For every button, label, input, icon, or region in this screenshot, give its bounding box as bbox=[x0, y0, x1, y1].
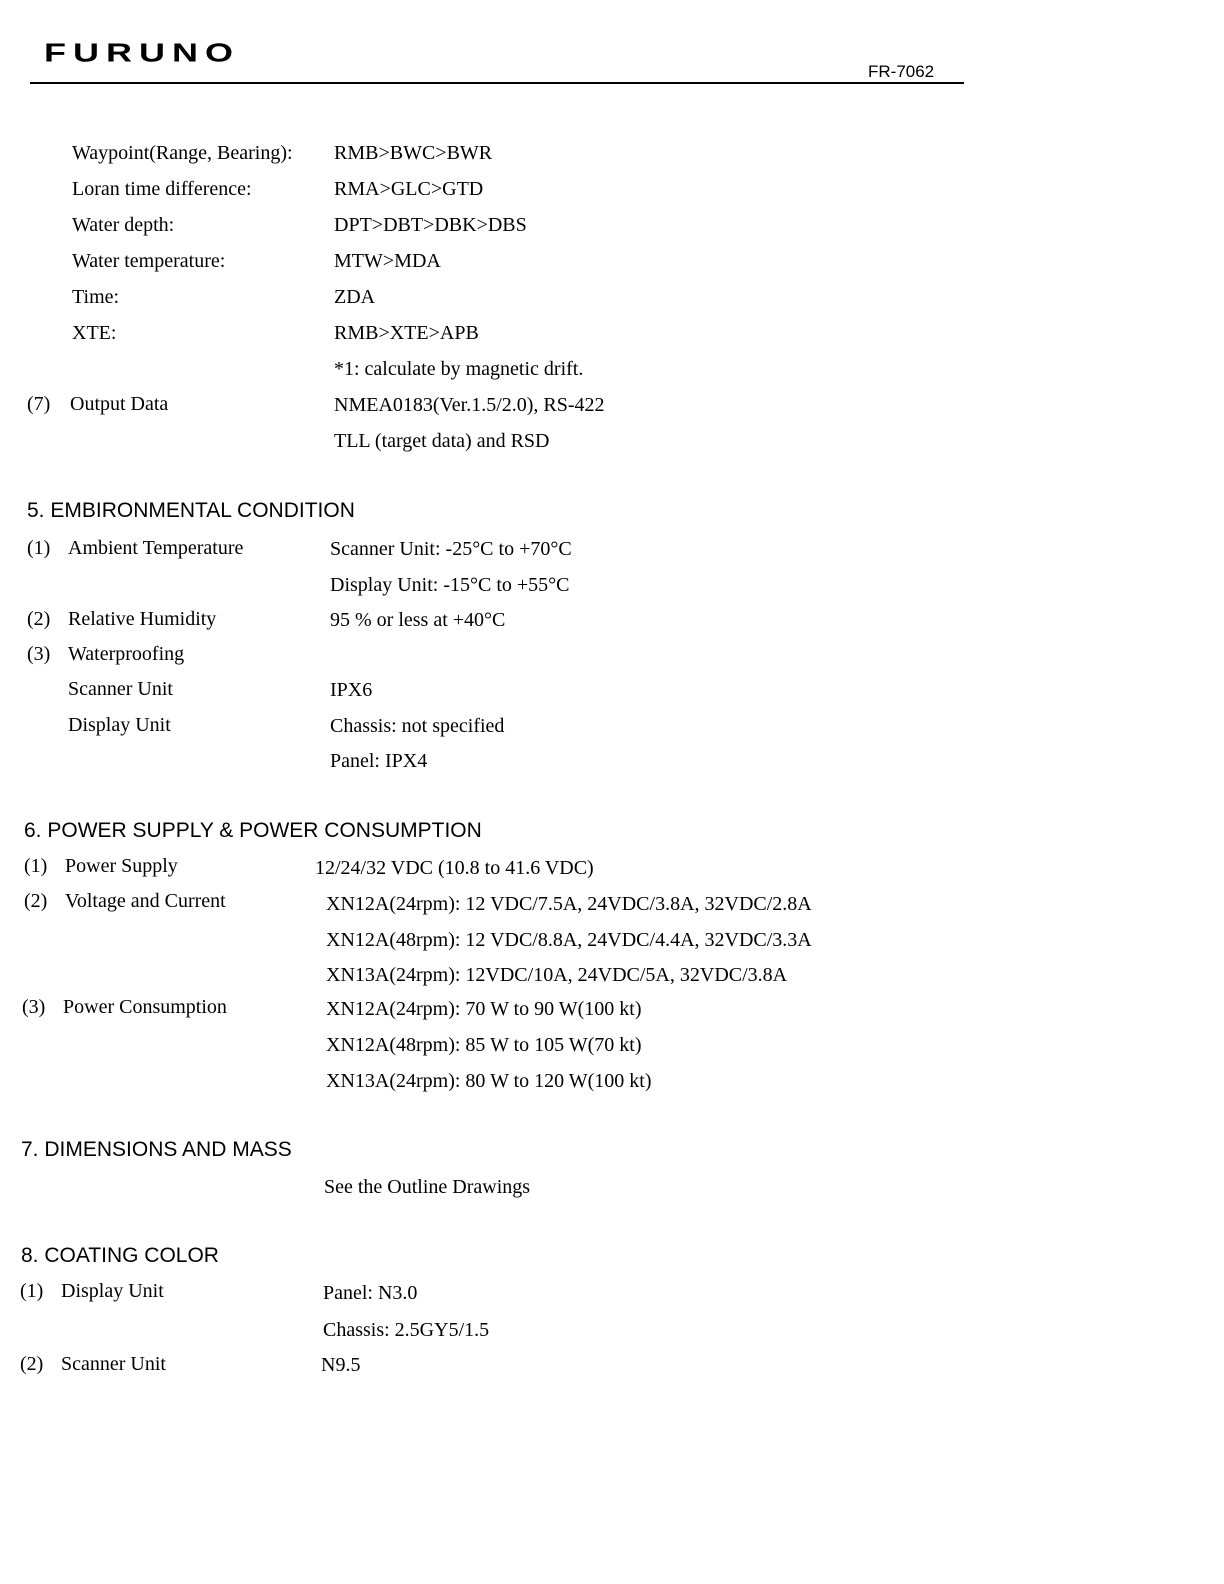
coating-display-label: Display Unit bbox=[61, 1280, 164, 1302]
section-8-heading: 8. COATING COLOR bbox=[21, 1244, 219, 1267]
humidity-num: (2) bbox=[27, 608, 51, 630]
coating-scanner-label: Scanner Unit bbox=[61, 1353, 166, 1375]
water-temp-label: Water temperature: bbox=[72, 250, 226, 272]
ambient-label: Ambient Temperature bbox=[68, 537, 244, 559]
coating-display-value: Chassis: 2.5GY5/1.5 bbox=[323, 1319, 490, 1341]
output-data-num: (7) bbox=[27, 393, 51, 415]
section-5-heading: 5. EMBIRONMENTAL CONDITION bbox=[27, 499, 355, 522]
furuno-logo: FURUNO bbox=[44, 37, 240, 68]
consumption-num: (3) bbox=[22, 996, 46, 1018]
humidity-label: Relative Humidity bbox=[68, 608, 217, 630]
waypoint-value: RMB>BWC>BWR bbox=[334, 142, 493, 164]
consumption-value: XN12A(48rpm): 85 W to 105 W(70 kt) bbox=[326, 1034, 642, 1056]
power-supply-label: Power Supply bbox=[65, 855, 178, 877]
waterproof-scanner-value: IPX6 bbox=[330, 679, 373, 701]
waterproof-scanner-label: Scanner Unit bbox=[68, 678, 173, 700]
waterproof-display-value: Panel: IPX4 bbox=[330, 750, 428, 772]
model-number: FR-7062 bbox=[868, 62, 935, 81]
water-depth-label: Water depth: bbox=[72, 214, 175, 236]
water-temp-value: MTW>MDA bbox=[334, 250, 441, 272]
output-data-value: NMEA0183(Ver.1.5/2.0), RS-422 bbox=[334, 394, 605, 416]
voltage-value: XN12A(24rpm): 12 VDC/7.5A, 24VDC/3.8A, 32VDC/2.8A bbox=[326, 893, 812, 915]
consumption-label: Power Consumption bbox=[63, 996, 227, 1018]
ambient-num: (1) bbox=[27, 537, 51, 559]
power-supply-value: 12/24/32 VDC (10.8 to 41.6 VDC) bbox=[315, 857, 594, 879]
coating-display-value: Panel: N3.0 bbox=[323, 1282, 418, 1304]
header-rule bbox=[30, 82, 964, 84]
ambient-value: Scanner Unit: -25°C to +70°C bbox=[330, 538, 572, 560]
voltage-label: Voltage and Current bbox=[65, 890, 226, 912]
waterproof-label: Waterproofing bbox=[68, 643, 185, 665]
xte-label: XTE: bbox=[72, 322, 117, 344]
dimensions-value: See the Outline Drawings bbox=[324, 1176, 531, 1198]
coating-scanner-num: (2) bbox=[20, 1353, 44, 1375]
output-data-label: Output Data bbox=[70, 393, 169, 415]
waypoint-label: Waypoint(Range, Bearing): bbox=[72, 142, 293, 164]
section-7-heading: 7. DIMENSIONS AND MASS bbox=[21, 1138, 292, 1161]
voltage-value: XN12A(48rpm): 12 VDC/8.8A, 24VDC/4.4A, 32VDC/3.3A bbox=[326, 929, 812, 951]
footnote: *1: calculate by magnetic drift. bbox=[334, 358, 584, 380]
voltage-num: (2) bbox=[24, 890, 48, 912]
humidity-value: 95 % or less at +40°C bbox=[330, 609, 506, 631]
section-6-heading: 6. POWER SUPPLY & POWER CONSUMPTION bbox=[24, 819, 482, 842]
waterproof-display-label: Display Unit bbox=[68, 714, 171, 736]
consumption-value: XN12A(24rpm): 70 W to 90 W(100 kt) bbox=[326, 998, 642, 1020]
loran-value: RMA>GLC>GTD bbox=[334, 178, 484, 200]
water-depth-value: DPT>DBT>DBK>DBS bbox=[334, 214, 527, 236]
power-supply-num: (1) bbox=[24, 855, 48, 877]
xte-value: RMB>XTE>APB bbox=[334, 322, 479, 344]
coating-scanner-value: N9.5 bbox=[321, 1354, 361, 1376]
ambient-value: Display Unit: -15°C to +55°C bbox=[330, 574, 570, 596]
time-value: ZDA bbox=[334, 286, 376, 308]
time-label: Time: bbox=[72, 286, 120, 308]
waterproof-display-value: Chassis: not specified bbox=[330, 715, 505, 737]
loran-label: Loran time difference: bbox=[72, 178, 252, 200]
output-data-value: TLL (target data) and RSD bbox=[334, 430, 550, 452]
consumption-value: XN13A(24rpm): 80 W to 120 W(100 kt) bbox=[326, 1070, 652, 1092]
voltage-value: XN13A(24rpm): 12VDC/10A, 24VDC/5A, 32VDC/3.8A bbox=[326, 964, 788, 986]
coating-display-num: (1) bbox=[20, 1280, 44, 1302]
waterproof-num: (3) bbox=[27, 643, 51, 665]
